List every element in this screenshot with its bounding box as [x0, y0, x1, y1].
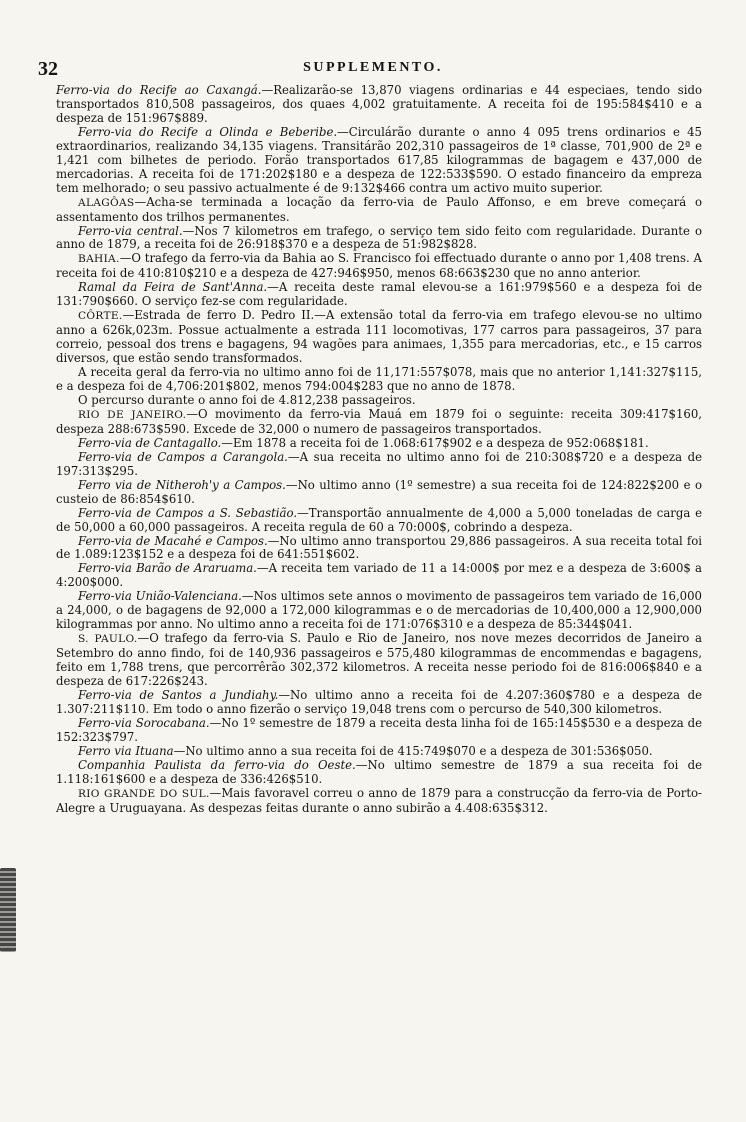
paragraph-lead: Ferro-via de Campos a S. Sebastião. — [78, 505, 298, 520]
paragraph-lead: Ferro-via central. — [78, 223, 183, 238]
paragraph-text: —O movimento da ferro-via Mauá em 1879 foi o seguinte: receita 309:417$160, despeza 288:673$590. Excede de 32,000 o numero de passageiros transportados. — [56, 406, 702, 436]
paragraph — [56, 787, 702, 816]
paragraph — [56, 281, 702, 309]
paragraph-lead: Ferro-via do Recife ao Caxangá. — [56, 83, 262, 97]
paragraph-lead: Ferro-via do Recife a Olinda e Beberibe. — [78, 124, 338, 139]
running-head: SUPPLEMENTO. — [303, 60, 443, 75]
paragraph — [56, 366, 702, 394]
paragraph — [56, 507, 702, 535]
paragraph — [56, 84, 702, 126]
paragraph — [56, 535, 702, 563]
paragraph-text: O percurso durante o anno foi de 4.812,238 passageiros. — [78, 392, 416, 407]
paragraph — [56, 632, 702, 689]
paragraph-text: —No ultimo anno a sua receita foi de 415:749$070 e a despeza de 301:536$050. — [173, 743, 653, 758]
paragraph-text: —No ultimo anno transportou 29,886 passageiros. A sua receita total foi de 1.089:123$152 e a despeza foi de 641:551$602. — [56, 533, 702, 562]
paragraph-lead: Ferro-via de Campos a Carangola. — [78, 449, 288, 464]
paragraph-lead: Ferro-via União-Valenciana. — [78, 589, 242, 604]
paragraph — [56, 479, 702, 507]
paragraph-lead: Ferro-via de Cantagallo. — [78, 435, 222, 450]
paragraph-lead: Ferro via Ituana — [78, 743, 174, 758]
paragraph-text: —Nos 7 kilometros em trafego, o serviço tem sido feito com regularidade. Durante o anno de 1879, a receita foi de 26:918$370 e a despeza de 51:982$828. — [56, 223, 703, 252]
paragraph — [56, 437, 702, 451]
paragraph — [56, 717, 702, 745]
paragraph-lead: RIO DE JANEIRO. — [78, 408, 187, 421]
article-body — [56, 84, 702, 816]
paragraph-text: —Nos ultimos sete annos o movimento de passageiros tem variado de 16,000 a 24,000, o de bagagens de 92,000 a 172,000 kilogrammas e o de mercadorias de 10,400,000 a 12,900,000 kilogrammas por anno. No ultimo anno a receita foi de 171:076$310 e a despeza de 85:344$041. — [56, 589, 702, 632]
paragraph-text: —Transportão annualmente de 4,000 a 5,000 toneladas de carga e de 50,000 a 60,000 passageiros. A receita regula de 60 a 70:000$, cobrindo a despeza. — [56, 505, 702, 534]
paragraph-text: —Circulárão durante o anno 4 095 trens ordinarios e 45 extraordinarios, realizando 34,135 viagens. Transitárão 202,310 passageiros de 1ª classe, 701,900 de 2ª e 1,421 com bilhetes de periodo. Forão transportados 617,85 kilogrammas de bagagem e 437,000 de mercadorias. A receita foi de 171:202$180 e a despeza de 122:533$590. O estado financeiro da empreza tem melhorado; o seu passivo actualmente é de 9:132$466 contra um activo muito superior. — [56, 124, 702, 195]
paragraph — [56, 562, 702, 590]
paragraph-text: —O trafego da ferro-via da Bahia ao S. Francisco foi effectuado durante o anno por 1,408 trens. A receita foi de 410:810$210 e a despeza de 427:946$950, menos 68:663$230 que no anno anterior. — [56, 251, 702, 281]
paragraph-lead: BAHIA. — [78, 253, 120, 266]
paragraph-lead: RIO GRANDE DO SUL. — [78, 787, 210, 800]
paragraph — [56, 309, 702, 366]
paragraph-text: —Acha-se terminada a locação da ferro-via de Paulo Affonso, e em breve começará o assentamento dos trilhos permanentes. — [56, 194, 702, 224]
paragraph — [56, 225, 702, 253]
binding-edge-mark — [0, 868, 16, 952]
paragraph-text: —No ultimo semestre de 1879 a sua receita foi de 1.118:161$600 e a despeza de 336:426$510. — [56, 757, 702, 786]
paragraph-text: —No 1º semestre de 1879 a receita desta linha foi de 165:145$530 e a despeza de 152:323$797. — [56, 715, 702, 744]
paragraph-lead: Ferro-via de Santos a Jundiahy. — [78, 687, 279, 702]
paragraph-text: —No ultimo anno a receita foi de 4.207:360$780 e a despeza de 1.307:211$110. Em todo o anno fizerão o serviço 19,048 trens com o percurso de 540,300 kilometros. — [56, 687, 702, 716]
paragraph — [56, 126, 702, 196]
paragraph-text: —A sua receita no ultimo anno foi de 210:308$720 e a despeza de 197:313$295. — [56, 449, 702, 478]
paragraph-text: —A receita deste ramal elevou-se a 161:979$560 e a despeza foi de 131:790$660. O serviço fez-se com regularidade. — [56, 280, 702, 309]
paragraph-text: —O trafego da ferro-via S. Paulo e Rio de Janeiro, nos nove mezes decorridos de Janeiro a Setembro do anno findo, foi de 140,936 passageiros e 575,480 kilogrammas de encommendas e bagagens, feito em 1,788 trens, que percorrêrão 302,372 kilometros. A receita nesse periodo foi de 816:006$840 e a despeza de 617:226$243. — [56, 631, 702, 689]
paragraph — [56, 745, 702, 759]
paragraph-lead: Ferro-via Sorocabana. — [78, 715, 210, 730]
paragraph-text: A receita geral da ferro-via no ultimo anno foi de 11,171:557$078, mais que no anterior 1,141:327$115, e a despeza foi de 4,706:201$802, menos 794:004$283 que no anno de 1878. — [56, 365, 702, 394]
paragraph — [56, 394, 702, 408]
paragraph-lead: Ferro-via Barão de Araruama. — [78, 561, 257, 576]
paragraph-text: —No ultimo anno (1º semestre) a sua receita foi de 124:822$200 e o custeio de 86:854$610. — [56, 477, 702, 506]
paragraph — [56, 451, 702, 479]
paragraph-lead: Ramal da Feira de Sant'Anna. — [78, 280, 268, 295]
paragraph — [56, 408, 702, 437]
paragraph — [56, 196, 702, 225]
paragraph — [56, 759, 702, 787]
paragraph — [56, 590, 702, 632]
paragraph-text: —Estrada de ferro D. Pedro II.—A extensão total da ferro-via em trafego elevou-se no ultimo anno a 626k,023m. Possue actualmente a estrada 111 locomotivas, 177 carros para passageiros, 37 para correio, pessoal dos trens e bagagens, 94 wagões para animaes, 1,355 para mercadorias, etc., e 15 carros diversos, que estão sendo transformados. — [56, 308, 702, 366]
paragraph-lead: S. PAULO. — [78, 633, 138, 646]
paragraph — [56, 689, 702, 717]
paragraph-lead: Companhia Paulista da ferro-via do Oeste. — [78, 757, 356, 772]
paragraph-text: —Em 1878 a receita foi de 1.068:617$902 e a despeza de 952:068$181. — [221, 435, 649, 450]
paragraph-lead: Ferro-via de Macahé e Campos. — [78, 533, 268, 548]
paragraph-lead: CÔRTE. — [78, 310, 123, 323]
paragraph — [56, 252, 702, 281]
page-number: 32 — [38, 58, 58, 80]
paragraph-lead: Ferro via de Nitheroh'y a Campos. — [78, 477, 286, 492]
paragraph-lead: ALAGÔAS — [78, 196, 135, 209]
paragraph-text: —Realizarão-se 13,870 viagens ordinarias e 44 especiaes, tendo sido transportados 810,508 passageiros, dos quaes 4,002 gratuitamente. A receita foi de 195:584$410 e a despeza de 151:967$889. — [56, 83, 702, 125]
paragraph-text: —Mais favoravel correu o anno de 1879 para a construcção da ferro-via de Porto-Alegre a Uruguayana. As despezas feitas durante o anno subirão a 4.408:635$312. — [56, 785, 703, 815]
paragraph-text: —A receita tem variado de 11 a 14:000$ por mez e a despeza de 3:600$ a 4:200$000. — [56, 561, 702, 590]
